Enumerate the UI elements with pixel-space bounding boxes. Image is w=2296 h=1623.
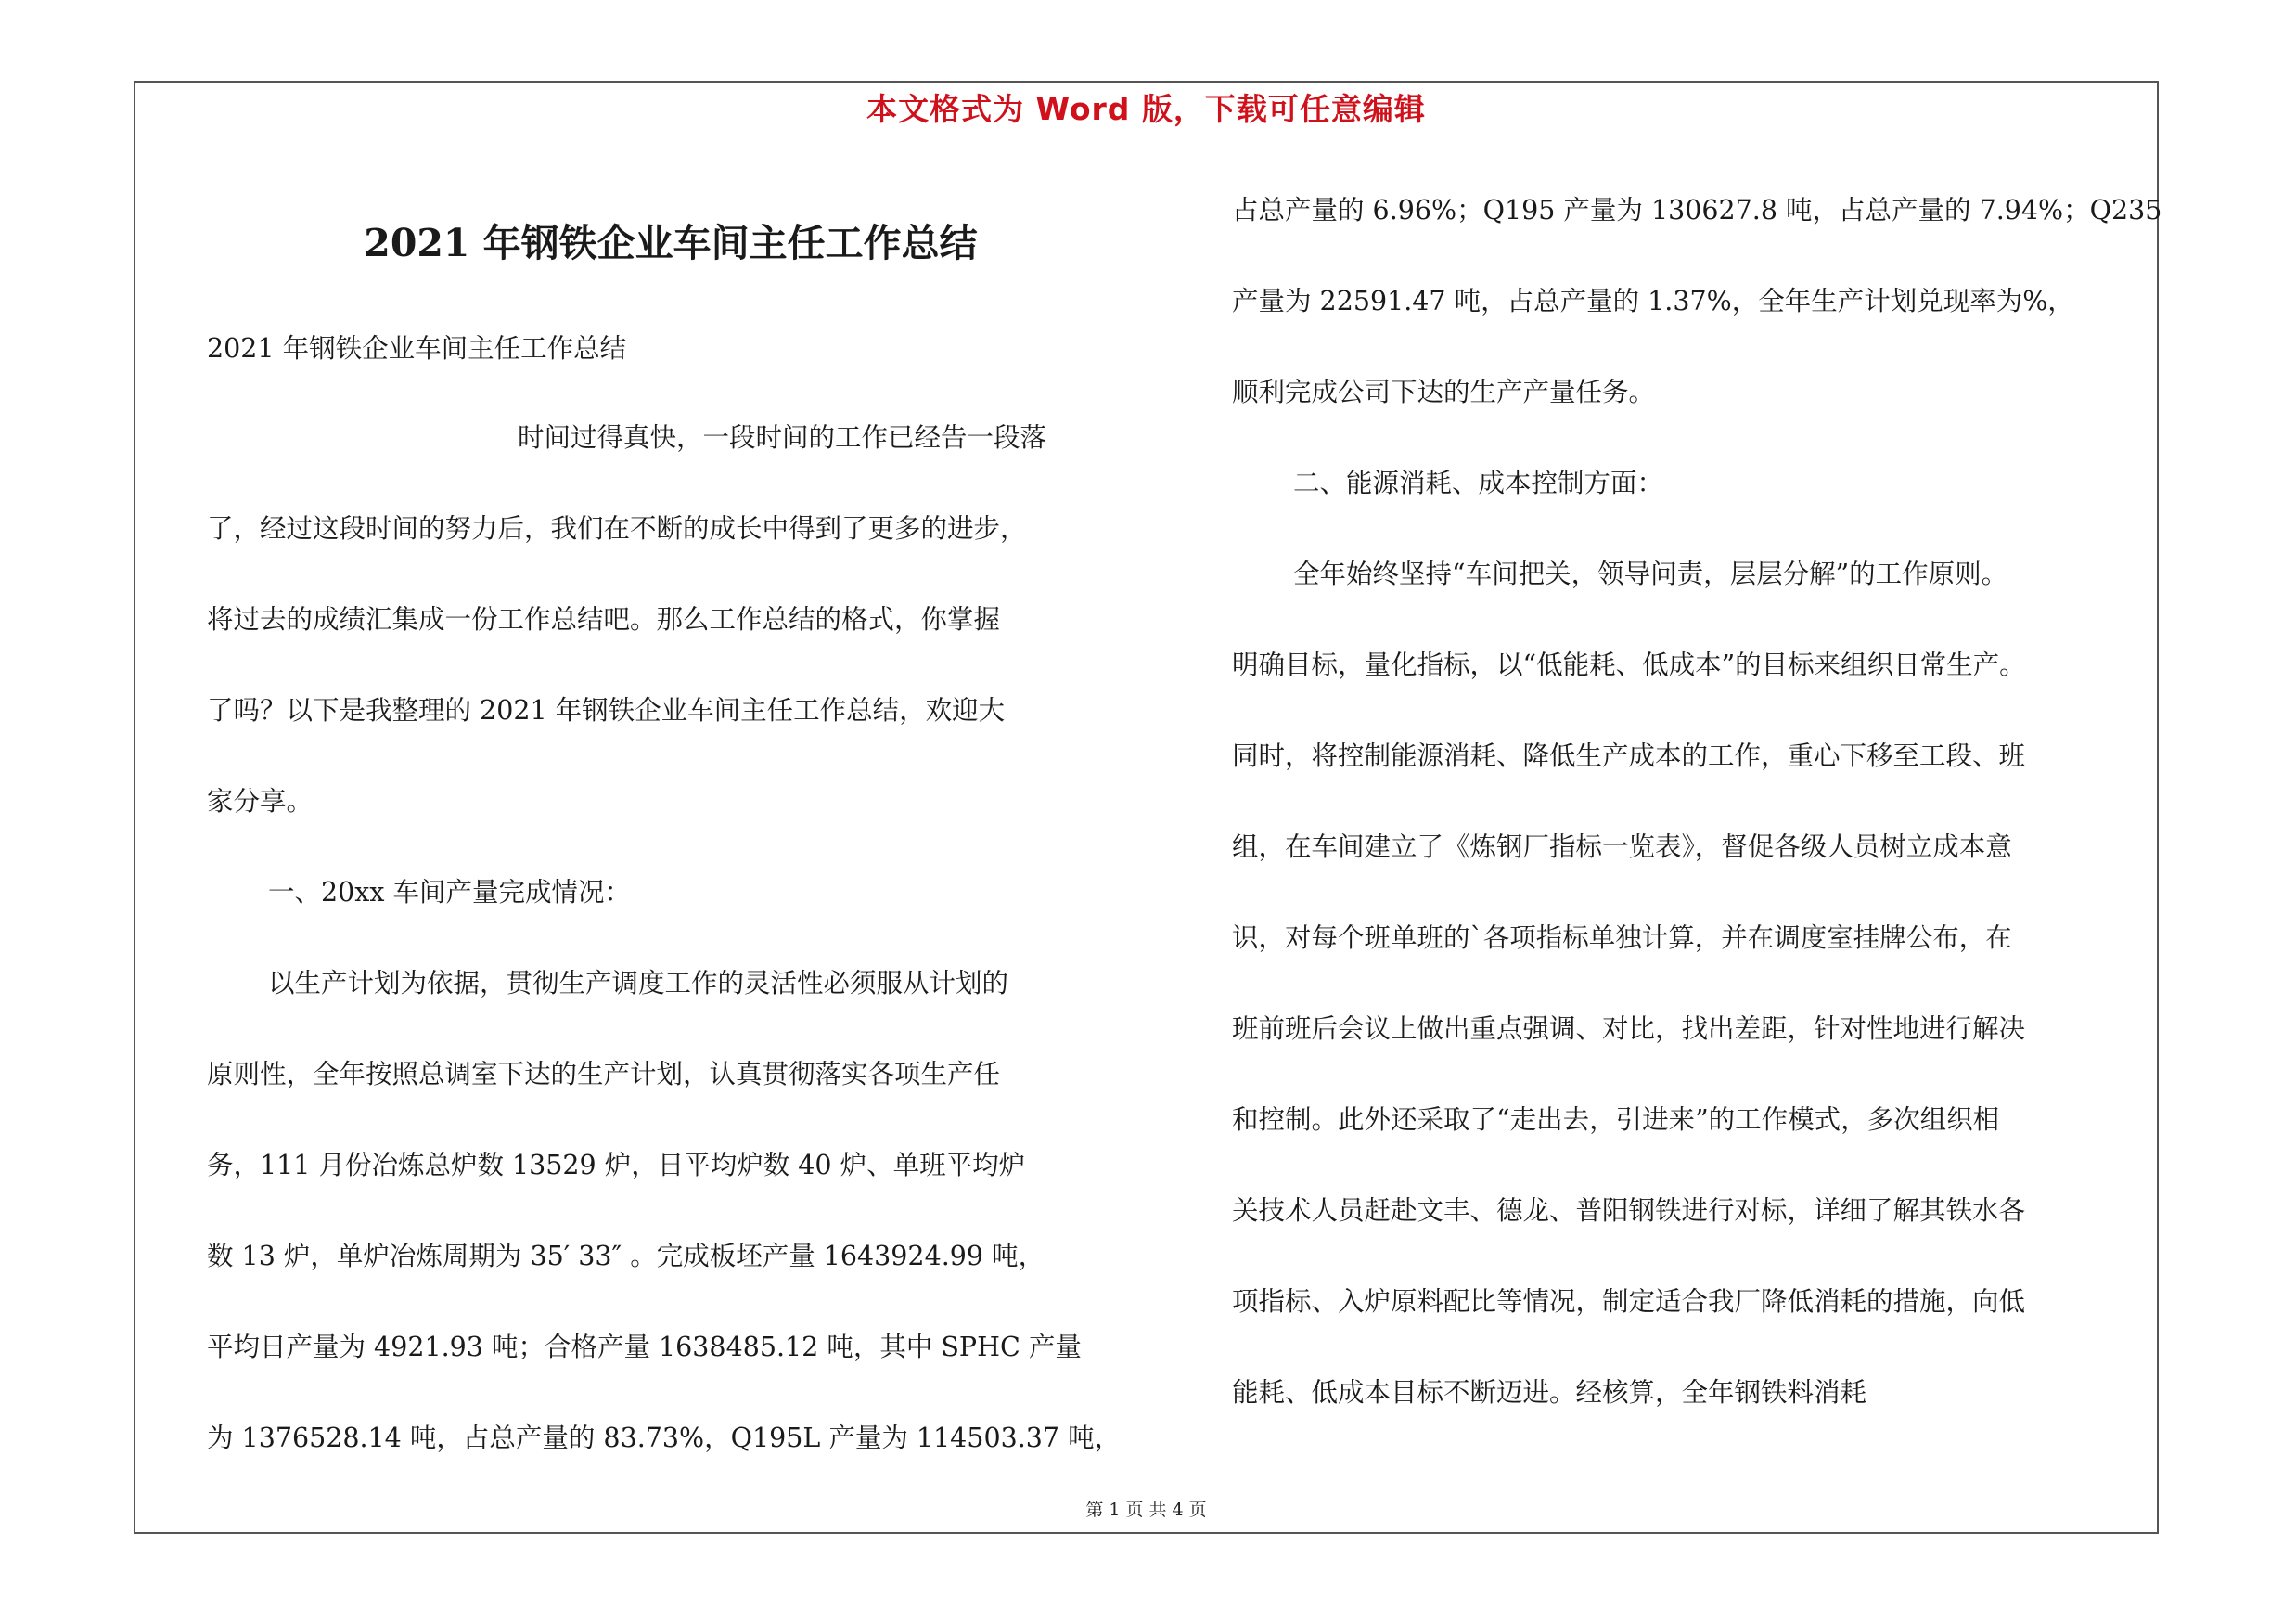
paragraph-line: 班前班后会议上做出重点强调、对比，找出差距，针对性地进行解决 bbox=[1232, 1013, 2026, 1044]
paragraph-line: 项指标、入炉原料配比等情况，制定适合我厂降低消耗的措施，向低 bbox=[1232, 1286, 2026, 1317]
paragraph-line: 时间过得真快，一段时间的工作已经告一段落 bbox=[518, 422, 1047, 453]
paragraph-line: 和控制。此外还采取了“走出去，引进来”的工作模式，多次组织相 bbox=[1232, 1104, 2000, 1135]
paragraph-line: 组，在车间建立了《炼钢厂指标一览表》，督促各级人员树立成本意 bbox=[1232, 831, 2012, 862]
paragraph-line: 识，对每个班单班的`各项指标单独计算，并在调度室挂牌公布，在 bbox=[1232, 922, 2012, 953]
document-title: 2021 年钢铁企业车间主任工作总结 bbox=[364, 221, 978, 265]
paragraph-line: 全年始终坚持“车间把关，领导问责，层层分解”的工作原则。 bbox=[1293, 559, 2008, 589]
paragraph-line: 了，经过这段时间的努力后，我们在不断的成长中得到了更多的进步， bbox=[207, 513, 1027, 544]
section-heading-1: 一、20xx 车间产量完成情况： bbox=[268, 877, 631, 908]
paragraph-line: 关技术人员赶赴文丰、德龙、普阳钢铁进行对标，详细了解其铁水各 bbox=[1232, 1195, 2026, 1226]
paragraph-line: 将过去的成绩汇集成一份工作总结吧。那么工作总结的格式，你掌握 bbox=[207, 604, 1001, 635]
paragraph-line: 同时，将控制能源消耗、降低生产成本的工作，重心下移至工段、班 bbox=[1232, 741, 2026, 771]
paragraph-line: 为 1376528.14 吨，占总产量的 83.73%，Q195L 产量为 114503.37 吨， bbox=[207, 1423, 1122, 1453]
paragraph-line: 占总产量的 6.96%；Q195 产量为 130627.8 吨，占总产量的 7.94%；Q235 bbox=[1232, 195, 2162, 225]
page-number-footer: 第 1 页 共 4 页 bbox=[1085, 1500, 1207, 1520]
paragraph-line: 顺利完成公司下达的生产产量任务。 bbox=[1232, 377, 1656, 407]
paragraph-line: 家分享。 bbox=[207, 786, 314, 817]
paragraph-line: 了吗？以下是我整理的 2021 年钢铁企业车间主任工作总结，欢迎大 bbox=[207, 695, 1006, 726]
subtitle-line: 2021 年钢铁企业车间主任工作总结 bbox=[207, 333, 627, 364]
paragraph-line: 能耗、低成本目标不断迈进。经核算，全年钢铁料消耗 bbox=[1232, 1377, 1867, 1408]
word-format-banner: 本文格式为 Word 版，下载可任意编辑 bbox=[866, 91, 1426, 127]
paragraph-line: 产量为 22591.47 吨，占总产量的 1.37%，全年生产计划兑现率为%， bbox=[1232, 286, 2074, 316]
paragraph-line: 明确目标，量化指标，以“低能耗、低成本”的目标来组织日常生产。 bbox=[1232, 650, 2026, 680]
paragraph-line: 务，111 月份冶炼总炉数 13529 炉，日平均炉数 40 炉、单班平均炉 bbox=[207, 1150, 1026, 1180]
paragraph-line: 平均日产量为 4921.93 吨；合格产量 1638485.12 吨，其中 SPHC 产量 bbox=[207, 1332, 1082, 1362]
section-heading-2: 二、能源消耗、成本控制方面： bbox=[1293, 468, 1664, 498]
paragraph-line: 原则性，全年按照总调室下达的生产计划，认真贯彻落实各项生产任 bbox=[207, 1059, 1001, 1089]
paragraph-line: 以生产计划为依据，贯彻生产调度工作的灵活性必须服从计划的 bbox=[268, 968, 1009, 998]
paragraph-line: 数 13 炉，单炉冶炼周期为 35′ 33″ 。完成板坯产量 1643924.99 吨， bbox=[207, 1241, 1045, 1271]
